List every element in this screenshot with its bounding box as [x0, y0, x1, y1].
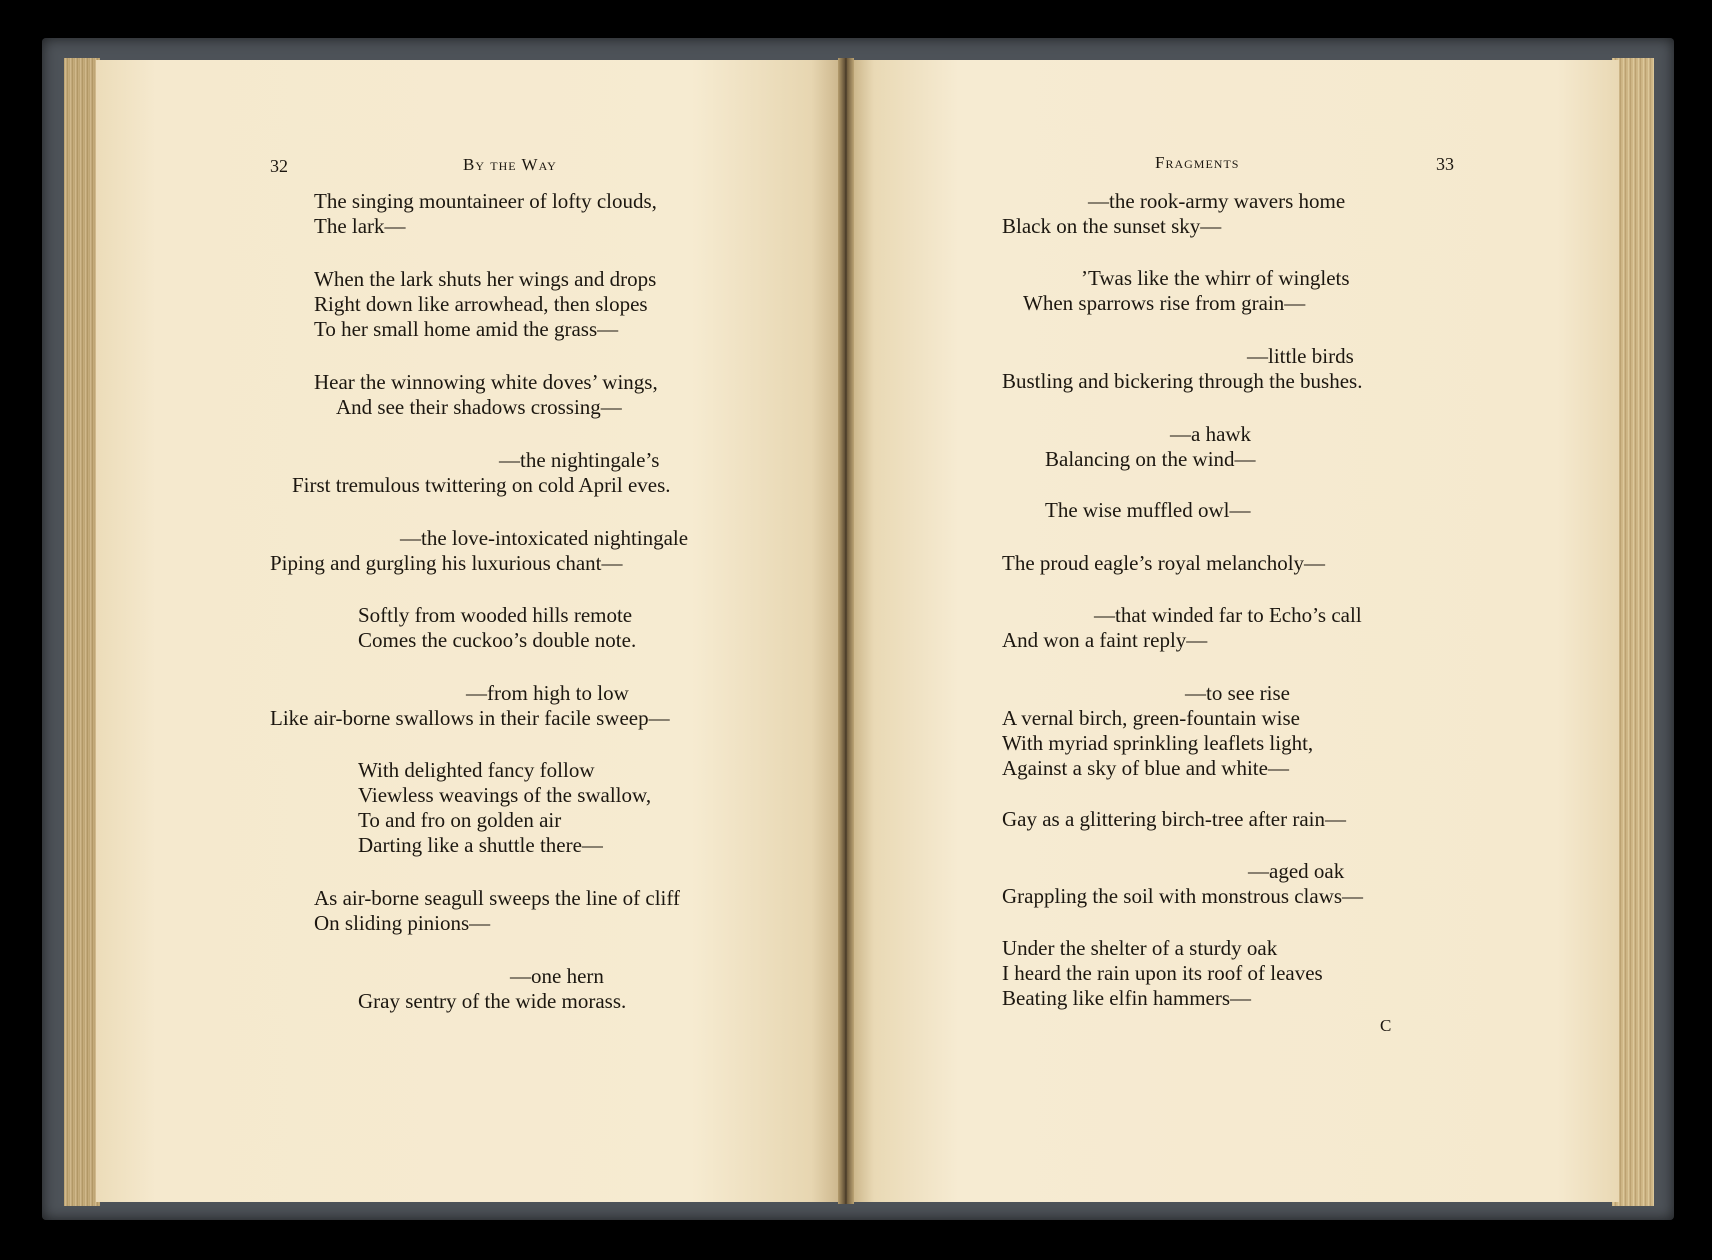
signature-mark: C [1380, 1016, 1392, 1035]
verse-line: —the nightingale’s [499, 448, 660, 472]
verse-line: Piping and gurgling his luxurious chant— [270, 551, 623, 575]
verse-line: Black on the sunset sky— [1002, 214, 1222, 238]
verse-line: On sliding pinions— [314, 911, 491, 935]
verse-line: Comes the cuckoo’s double note. [358, 628, 637, 652]
verse-line: —from high to low [466, 681, 629, 705]
verse-line: —little birds [1247, 344, 1354, 368]
book-spine-gutter [838, 58, 854, 1204]
running-head: Fragments [1155, 153, 1240, 172]
page-number: 32 [270, 156, 288, 176]
page-number: 33 [1436, 154, 1454, 174]
verse-line: The lark— [314, 214, 406, 238]
verse-line: Darting like a shuttle there— [358, 833, 603, 857]
verse-line: —one hern [510, 964, 604, 988]
verse-line: Viewless weavings of the swallow, [358, 783, 652, 807]
verse-line: —the rook-army wavers home [1088, 189, 1346, 213]
left-page [96, 60, 841, 1202]
verse-line: When the lark shuts her wings and drops [314, 267, 657, 291]
verse-line: To her small home amid the grass— [314, 317, 619, 341]
verse-line: I heard the rain upon its roof of leaves [1002, 961, 1323, 985]
verse-line: Grappling the soil with monstrous claws— [1002, 884, 1364, 908]
verse-line: —that winded far to Echo’s call [1094, 603, 1362, 627]
verse-line: —aged oak [1248, 859, 1345, 883]
verse-line: Softly from wooded hills remote [358, 603, 633, 627]
verse-line: —to see rise [1185, 681, 1290, 705]
verse-line: —a hawk [1170, 422, 1252, 446]
verse-line: First tremulous twittering on cold April eves. [292, 473, 671, 497]
verse-line: Against a sky of blue and white— [1002, 756, 1289, 780]
verse-line: Under the shelter of a sturdy oak [1002, 936, 1278, 960]
verse-line: Right down like arrowhead, then slopes [314, 292, 648, 316]
verse-line: The wise muffled owl— [1045, 498, 1251, 522]
verse-line: ’Twas like the whirr of winglets [1081, 266, 1350, 290]
verse-line: A vernal birch, green-fountain wise [1002, 706, 1300, 730]
verse-line: With delighted fancy follow [358, 758, 595, 782]
verse-line: The singing mountaineer of lofty clouds, [314, 189, 657, 213]
verse-line: And won a faint reply— [1002, 628, 1208, 652]
verse-line: Like air-borne swallows in their facile sweep— [270, 706, 670, 730]
verse-line: Hear the winnowing white doves’ wings, [314, 370, 658, 394]
verse-line: Gray sentry of the wide morass. [358, 989, 627, 1013]
right-page [851, 60, 1619, 1202]
verse-line: Beating like elfin hammers— [1002, 986, 1252, 1010]
verse-line: Gay as a glittering birch-tree after rain— [1002, 807, 1347, 831]
verse-line: And see their shadows crossing— [336, 395, 622, 419]
verse-line: As air-borne seagull sweeps the line of cliff [314, 886, 680, 910]
left-page-edges [64, 58, 100, 1206]
verse-line: To and fro on golden air [358, 808, 562, 832]
verse-line: —the love-intoxicated nightingale [400, 526, 689, 550]
verse-line: The proud eagle’s royal melancholy— [1002, 551, 1326, 575]
verse-line: With myriad sprinkling leaflets light, [1002, 731, 1314, 755]
verse-line: Balancing on the wind— [1045, 447, 1256, 471]
verse-line: When sparrows rise from grain— [1023, 291, 1306, 315]
running-head: By the Way [463, 155, 557, 174]
verse-line: Bustling and bickering through the bushes. [1002, 369, 1363, 393]
